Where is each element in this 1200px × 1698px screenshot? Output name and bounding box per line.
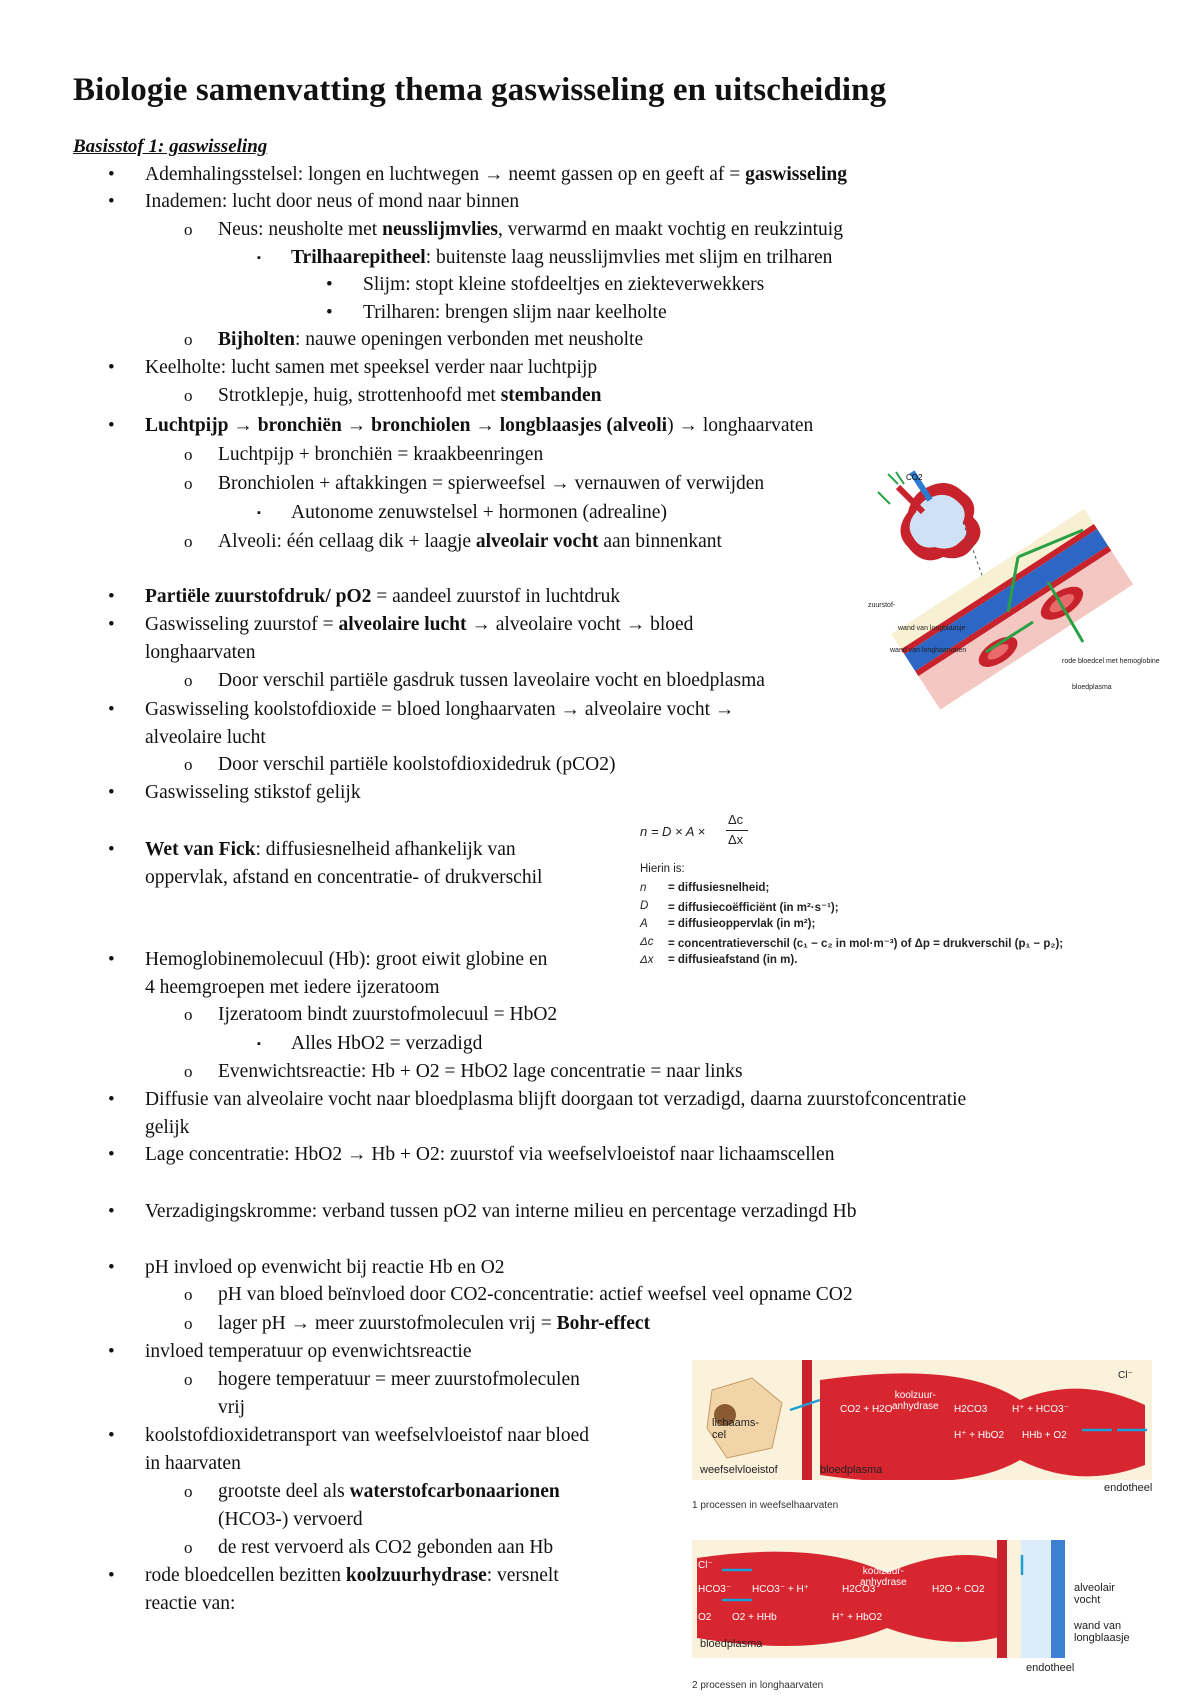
bullet-marker: • [326,302,333,323]
bullet-marker: o [184,532,193,551]
bullet-text [218,218,843,242]
bullet-text [145,414,813,438]
bullet-text [218,384,602,408]
text-segment: Bijholten [218,329,295,350]
lung-hco3-1: HCO3⁻ [698,1584,732,1595]
bullet-marker: ▪ [257,252,261,264]
bullet-marker: o [184,474,193,493]
bullet-text [145,866,542,890]
text-segment: oppervlak, afstand en concentratie- of drukverschil [145,867,543,888]
text-segment: pH van bloed beïnvloed door CO2-concentratie: actief weefsel veel opname CO2 [218,1284,853,1305]
text-segment: Strotklepje, huig, strottenhoofd met [218,385,501,406]
text-segment: : buitenste laag neusslijmvlies met slijm en trilharen [425,247,833,268]
tissue-cell-label: lichaams- cel [712,1417,760,1441]
text-segment: Verzadigingskromme: verband tussen pO2 van interne milieu en percentage verzadingd Hb [145,1201,857,1222]
text-segment: vrij [218,1397,246,1418]
text-segment: stembanden [500,385,602,406]
bullet-marker: • [108,357,115,378]
bullet-text [218,472,764,496]
formula-denominator: Δx [728,832,744,847]
text-segment: Gaswisseling stikstof gelijk [145,782,361,803]
arrow-icon: → [346,415,367,436]
bullet-marker: • [108,1201,115,1222]
text-segment: alveolaire vocht [580,699,715,720]
bullet-marker: o [184,330,193,349]
tissue-cl-label: Cl⁻ [1118,1370,1133,1381]
text-segment: bloed [645,614,694,635]
bullet-text [145,585,620,609]
text-segment: Bohr-effect [556,1313,651,1334]
arrow-icon: → [233,415,253,436]
alveolus-label-wand-haarvat: wand van longhaarvaten [890,647,967,654]
text-segment: koolstofdioxidetransport van weefselvloeistof naar bloed [145,1425,590,1446]
bullet-text [145,1088,966,1112]
tissue-reaction-h2co3: H2CO3 [954,1404,988,1415]
section-heading: Basisstof 1: gaswisseling [73,136,268,157]
alveolus-label-lucht: zuurstof- [868,602,896,609]
bullet-marker: • [108,699,115,720]
text-segment: bronchiolen [366,415,476,436]
arrow-icon: → [471,614,491,635]
text-segment: longhaarvaten [697,415,814,436]
bullet-marker: o [184,1314,193,1333]
text-segment: Partiële zuurstofdruk/ pO2 [145,586,372,607]
arrow-icon: → [550,473,570,494]
bullet-marker: • [108,415,115,436]
bullet-marker: • [108,614,115,635]
bullet-text [145,698,734,722]
bullet-marker: o [184,671,193,690]
text-segment: Luchtpijp [145,415,234,436]
fick-formula-figure [640,810,1140,980]
lung-o2-hhb: O2 + HHb [732,1612,777,1623]
bullet-marker: ▪ [257,1038,261,1050]
formula-definition: = diffusieafstand (in m). [668,954,798,966]
bullet-marker: • [108,191,115,212]
text-segment: longblaasjes (alveoli [494,415,668,436]
text-segment: Gaswisseling zuurstof = [145,614,339,635]
bullet-marker: o [184,1062,193,1081]
bullet-marker: • [108,1425,115,1446]
text-segment: Neus: neusholte met [218,219,383,240]
bullet-marker: o [184,1285,193,1304]
bullet-text [145,1116,189,1140]
fraction-bar [726,830,748,831]
formula-hierin: Hierin is: [640,863,685,875]
bullet-text [145,1340,472,1364]
bullet-text [291,501,667,525]
bullet-marker: o [184,755,193,774]
bullet-text [218,1396,245,1420]
text-segment: alveolaire lucht [145,727,266,748]
alveolus-label-wand-long: wand van longblaasje [898,625,966,632]
bullet-text [218,1508,363,1532]
alveolus-label-plasma: bloedplasma [1072,684,1112,691]
lung-o2: O2 [698,1612,712,1623]
formula-definition: = diffusiesnelheid; [668,882,770,894]
text-segment: gelijk [145,1117,190,1138]
text-segment: rode bloedcellen bezitten [145,1565,346,1586]
lung-enzyme-label: koolzuur- anhydrase [860,1566,907,1588]
text-segment: Ademhalingsstelsel: longen en luchtwegen [145,164,485,185]
lung-plasma-label: bloedplasma [700,1638,763,1650]
text-segment: Wet van Fick [145,839,256,860]
bullet-marker: • [108,1144,115,1165]
bullet-text [218,1060,743,1084]
tissue-enzyme-label: koolzuur- anhydrase [892,1390,939,1412]
text-segment: reactie van: [145,1593,236,1614]
lung-wand-label: wand van longblaasje [1074,1620,1130,1644]
bullet-text [218,1283,853,1307]
bullet-text [145,356,597,380]
text-segment: : nauwe openingen verbonden met neusholte [294,329,644,350]
formula-definition: = diffusieoppervlak (in m²); [668,918,816,930]
text-segment: invloed temperatuur op evenwichtsreactie [145,1341,472,1362]
tissue-reaction-hhb: HHb + O2 [1022,1430,1067,1441]
bullet-text [218,1003,557,1027]
bullet-marker: o [184,1370,193,1389]
arrow-icon: → [560,699,581,720]
formula-symbol: D [640,900,649,912]
bullet-text [145,1564,559,1588]
bullet-marker: o [184,1005,193,1024]
arrow-icon: → [625,614,646,635]
bullet-text [145,1424,589,1448]
bullet-text [218,753,616,777]
formula-symbol: A [640,918,648,930]
text-segment: Inademen: lucht door neus of mond naar binnen [145,191,520,212]
bullet-marker: • [326,274,333,295]
page-title: Biologie samenvatting thema gaswisseling en uitscheiding [73,72,887,108]
text-segment: , verwarmd en maakt vochtig en reukzintuig [498,219,843,240]
bullet-text [363,301,667,325]
text-segment: lager pH [218,1313,291,1334]
bullet-text [291,1032,482,1056]
text-segment: gaswisseling [745,164,848,185]
bullet-text [291,246,832,270]
bullet-text [145,1256,505,1280]
text-segment: Keelholte: lucht samen met speeksel verder naar luchtpijp [145,357,598,378]
text-segment: alveolair vocht [475,531,599,552]
formula-definition: = diffusiecoëfficiënt (in m²·s⁻¹); [668,902,839,914]
bullet-text [145,1200,857,1224]
lung-h-hbo2: H⁺ + HbO2 [832,1612,883,1623]
bullet-text [145,190,519,214]
tissue-plasma-label: bloedplasma [820,1464,883,1476]
lung-alveolair-label: alveolair vocht [1074,1582,1115,1606]
text-segment: neemt gassen op en geeft af = [503,164,746,185]
bullet-text [218,443,543,467]
text-segment: Autonome zenuwstelsel + hormonen (adrealine) [291,502,667,523]
bullet-marker: • [108,839,115,860]
text-segment: aan binnenkant [598,531,722,552]
text-segment: (HCO3-) vervoerd [218,1509,363,1530]
text-segment: Trilharen: brengen slijm naar keelholte [363,302,667,323]
alveolus-label-bloedcel: rode bloedcel met hemoglobine [1062,658,1160,665]
arrow-icon: → [475,415,495,436]
lung-hco3-h: HCO3⁻ + H⁺ [752,1584,809,1595]
text-segment: Trilhaarepitheel [291,247,426,268]
tissue-fluid-label: weefselvloeistof [700,1464,778,1476]
alveolus-illustration [868,462,1140,712]
bullet-text [218,1480,560,1504]
text-segment: koolzuurhydrase [345,1565,487,1586]
text-segment: longhaarvaten [145,642,256,663]
arrow-icon: → [290,1313,311,1334]
tissue-capillary-illustration [692,1360,1152,1480]
bullet-text [218,1536,553,1560]
lung-caption: 2 processen in longhaarvaten [692,1680,824,1691]
text-segment: de rest vervoerd als CO2 gebonden aan Hb [218,1537,554,1558]
bullet-text [218,669,765,693]
text-segment: Evenwichtsreactie: Hb + O2 = HbO2 lage concentratie = naar links [218,1061,743,1082]
text-segment: Hemoglobinemolecuul (Hb): groot eiwit globine en [145,949,548,970]
text-segment: bronchiën [252,415,347,436]
lung-h2o-co2: H2O + CO2 [932,1584,985,1595]
text-segment: alveolaire lucht [338,614,467,635]
text-segment: hogere temperatuur = meer zuurstofmoleculen [218,1369,580,1390]
text-segment: vernauwen of verwijden [569,473,765,494]
arrow-icon: → [346,1144,367,1165]
text-segment: waterstofcarbonaarionen [349,1481,560,1502]
formula-numerator: Δc [728,812,744,827]
arrow-icon: → [678,415,698,436]
bullet-text [218,328,643,352]
text-segment: Alveoli: één cellaag dik + laagje [218,531,476,552]
text-segment: Door verschil partiële gasdruk tussen laveolaire vocht en bloedplasma [218,670,765,691]
formula-symbol: n [640,882,647,894]
bullet-marker: • [108,164,115,185]
text-segment: = aandeel zuurstof in luchtdruk [371,586,621,607]
bullet-text [145,781,361,805]
text-segment: grootste deel als [218,1481,350,1502]
bullet-marker: • [108,1089,115,1110]
tissue-capillary-figure [692,1360,1152,1510]
text-segment: : diffusiesnelheid afhankelijk van [255,839,516,860]
lung-endotheel-label: endotheel [1026,1662,1075,1674]
text-segment: meer zuurstofmoleculen vrij = [310,1313,557,1334]
tissue-reaction-hco3: H⁺ + HCO3⁻ [1012,1404,1069,1415]
bullet-text [145,726,266,750]
text-segment: alveolaire vocht [490,614,626,635]
bullet-marker: o [184,1538,193,1557]
bullet-text [145,976,440,1000]
bullet-marker: • [108,586,115,607]
text-segment: ) [667,415,679,436]
formula-symbol: Δx [640,954,654,966]
bullet-marker: o [184,445,193,464]
bullet-marker: • [108,782,115,803]
text-segment: Door verschil partiële koolstofdioxidedruk (pCO2) [218,754,616,775]
bullet-marker: • [108,1257,115,1278]
bullet-marker: • [108,949,115,970]
bullet-text [218,1312,650,1336]
formula-definition: = concentratieverschil (c₁ − c₂ in mol·m⁻³) of Δp = drukverschil (p₁ − p₂); [668,938,1064,950]
tissue-endotheel-label: endotheel [1104,1482,1153,1494]
text-segment: : versnelt [486,1565,559,1586]
text-segment: Gaswisseling koolstofdioxide = bloed longhaarvaten [145,699,561,720]
lung-h2co3: H2CO3 [842,1584,876,1595]
bullet-text [145,1143,834,1167]
text-segment: Lage concentratie: HbO2 [145,1144,347,1165]
tissue-reaction-co2: CO2 + H2O [840,1404,893,1415]
text-segment: neusslijmvlies [382,219,499,240]
bullet-text [218,1368,580,1392]
bullet-text [145,1592,235,1616]
text-segment: pH invloed op evenwicht bij reactie Hb en O2 [145,1257,505,1278]
bullet-marker: o [184,1482,193,1501]
text-segment: in haarvaten [145,1453,241,1474]
arrow-icon: → [714,699,735,720]
lung-cl-1: Cl⁻ [698,1560,713,1571]
tissue-reaction-hbo2: H⁺ + HbO2 [954,1430,1005,1441]
chem-label: CO2 [906,473,923,482]
text-segment: Hb + O2: zuurstof via weefselvloeistof naar lichaamscellen [366,1144,835,1165]
bullet-text [145,948,547,972]
text-segment: 4 heemgroepen met iedere ijzeratoom [145,977,440,998]
bullet-text [145,613,693,637]
bullet-marker: o [184,386,193,405]
bullet-text [145,641,255,665]
alveolus-figure [868,462,1160,712]
text-segment: Alles HbO2 = verzadigd [291,1033,483,1054]
text-segment: Bronchiolen + aftakkingen = spierweefsel [218,473,551,494]
bullet-text [363,273,764,297]
formula-symbol: Δc [640,936,654,948]
text-segment: Ijzeratoom bindt zuurstofmolecuul = HbO2 [218,1004,558,1025]
formula-main: n = D × A × [640,824,706,839]
bullet-text [145,838,516,862]
tissue-caption: 1 processen in weefselhaarvaten [692,1500,839,1511]
bullet-marker: ▪ [257,507,261,519]
bullet-text [145,1452,241,1476]
arrow-icon: → [484,164,504,185]
bullet-text [145,163,847,187]
text-segment: Luchtpijp + bronchiën = kraakbeenringen [218,444,544,465]
bullet-marker: • [108,1341,115,1362]
text-segment: Slijm: stopt kleine stofdeeltjes en ziekteverwekkers [363,274,765,295]
bullet-marker: o [184,220,193,239]
text-segment: Diffusie van alveolaire vocht naar bloedplasma blijft doorgaan tot verzadigd, daarna zuurstofconcentratie [145,1089,967,1110]
bullet-text [218,530,722,554]
bullet-marker: • [108,1565,115,1586]
lung-capillary-figure [692,1540,1152,1698]
